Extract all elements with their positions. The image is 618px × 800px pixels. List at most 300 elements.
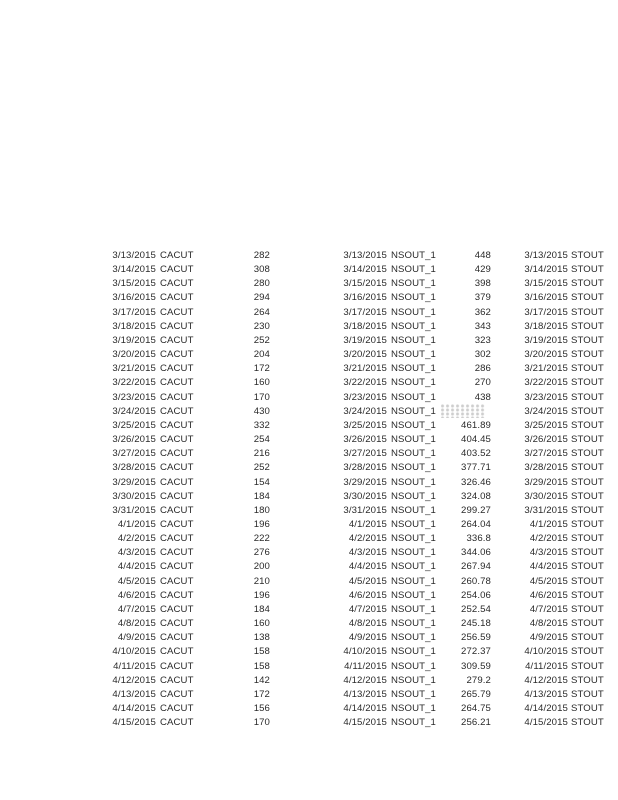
value-cell-cacut: 138 [253,632,270,644]
code-cell-cacut: CACUT [160,660,194,672]
code-cell-nsout: NSOUT_1 [391,306,436,318]
date-cell-1: 3/24/2015 [112,405,156,417]
date-cell-2: 4/15/2015 [343,717,387,729]
date-cell-2: 4/9/2015 [348,632,387,644]
code-cell-stout: STOUT [571,589,604,601]
date-cell-3: 3/17/2015 [524,306,568,318]
table-row [0,476,618,490]
date-cell-1: 3/29/2015 [112,476,156,488]
date-cell-1: 3/21/2015 [112,363,156,375]
code-cell-nsout: NSOUT_1 [391,292,436,304]
table-row [0,589,618,603]
value-cell-nsout: 264.04 [461,518,491,530]
table-row [0,716,618,730]
date-cell-2: 3/27/2015 [343,448,387,460]
date-cell-3: 3/19/2015 [524,334,568,346]
table-row [0,447,618,461]
table-row [0,518,618,532]
date-cell-2: 3/22/2015 [343,377,387,389]
table-row [0,320,618,334]
value-cell-cacut: 280 [253,278,270,290]
date-cell-3: 3/25/2015 [524,419,568,431]
code-cell-cacut: CACUT [160,448,194,460]
value-cell-nsout: 362 [474,306,491,318]
date-cell-2: 3/15/2015 [343,278,387,290]
table-row [0,688,618,702]
date-cell-3: 4/15/2015 [524,717,568,729]
value-cell-cacut: 276 [253,547,270,559]
code-cell-stout: STOUT [571,264,604,276]
code-cell-cacut: CACUT [160,717,194,729]
code-cell-cacut: CACUT [160,250,194,261]
table-row [0,334,618,348]
code-cell-nsout: NSOUT_1 [391,646,436,658]
table-row [0,702,618,716]
code-cell-nsout: NSOUT_1 [391,434,436,446]
date-cell-1: 4/1/2015 [117,518,156,530]
value-cell-nsout: 245.18 [461,618,491,630]
value-cell-nsout: 448 [474,250,491,261]
date-cell-3: 4/7/2015 [529,603,568,615]
value-cell-cacut: 264 [253,306,270,318]
date-cell-1: 4/7/2015 [117,603,156,615]
value-cell-cacut: 184 [253,603,270,615]
value-cell-nsout: 403.52 [461,448,491,460]
value-cell-nsout: 323 [474,334,491,346]
date-cell-2: 4/12/2015 [343,674,387,686]
value-cell-nsout: 344.06 [461,547,491,559]
table-row [0,645,618,659]
value-cell-cacut: 160 [253,377,270,389]
code-cell-stout: STOUT [571,292,604,304]
code-cell-stout: STOUT [571,419,604,431]
code-cell-cacut: CACUT [160,688,194,700]
table-row [0,532,618,546]
date-cell-3: 3/15/2015 [524,278,568,290]
date-cell-1: 3/18/2015 [112,320,156,332]
code-cell-stout: STOUT [571,575,604,587]
date-cell-3: 4/3/2015 [529,547,568,559]
value-cell-nsout: 398 [474,278,491,290]
table-row [0,560,618,574]
code-cell-stout: STOUT [571,462,604,474]
value-cell-cacut: 158 [253,660,270,672]
value-cell-cacut: 216 [253,448,270,460]
table-row [0,291,618,305]
date-cell-2: 3/13/2015 [343,250,387,261]
code-cell-cacut: CACUT [160,292,194,304]
code-cell-stout: STOUT [571,561,604,573]
date-cell-2: 3/21/2015 [343,363,387,375]
value-cell-nsout: 279.2 [466,674,491,686]
code-cell-stout: STOUT [571,377,604,389]
code-cell-nsout: NSOUT_1 [391,278,436,290]
value-cell-cacut: 230 [253,320,270,332]
date-cell-1: 3/15/2015 [112,278,156,290]
value-cell-nsout: 286 [474,363,491,375]
code-cell-nsout: NSOUT_1 [391,320,436,332]
table-row [0,391,618,405]
value-cell-cacut: 196 [253,589,270,601]
date-cell-3: 4/12/2015 [524,674,568,686]
value-cell-cacut: 172 [253,363,270,375]
code-cell-nsout: NSOUT_1 [391,547,436,559]
scan-noise [441,404,485,418]
code-cell-cacut: CACUT [160,632,194,644]
date-cell-3: 4/11/2015 [525,660,568,672]
table-row [0,249,618,263]
code-cell-stout: STOUT [571,490,604,502]
code-cell-cacut: CACUT [160,320,194,332]
table-row [0,405,618,419]
value-cell-nsout: 267.94 [461,561,491,573]
table-row [0,603,618,617]
code-cell-stout: STOUT [571,349,604,361]
date-cell-1: 3/19/2015 [112,334,156,346]
table-row [0,263,618,277]
code-cell-nsout: NSOUT_1 [391,589,436,601]
code-cell-nsout: NSOUT_1 [391,349,436,361]
date-cell-3: 3/16/2015 [524,292,568,304]
table-row [0,376,618,390]
value-cell-cacut: 204 [253,349,270,361]
code-cell-cacut: CACUT [160,603,194,615]
code-cell-cacut: CACUT [160,349,194,361]
value-cell-nsout: 438 [474,391,491,403]
value-cell-cacut: 254 [253,434,270,446]
date-cell-3: 4/2/2015 [529,533,568,545]
code-cell-stout: STOUT [571,278,604,290]
value-cell-cacut: 184 [253,490,270,502]
value-cell-nsout: 377.71 [461,462,491,474]
value-cell-cacut: 156 [253,703,270,714]
code-cell-stout: STOUT [571,306,604,318]
code-cell-stout: STOUT [571,363,604,375]
date-cell-1: 4/15/2015 [112,717,156,729]
code-cell-cacut: CACUT [160,547,194,559]
date-cell-3: 3/24/2015 [524,405,568,417]
date-cell-1: 4/9/2015 [117,632,156,644]
code-cell-cacut: CACUT [160,405,194,417]
value-cell-cacut: 172 [253,688,270,700]
date-cell-1: 3/26/2015 [112,434,156,446]
code-cell-nsout: NSOUT_1 [391,391,436,403]
table-row [0,490,618,504]
date-cell-3: 3/22/2015 [524,377,568,389]
date-cell-1: 4/13/2015 [112,688,156,700]
date-cell-1: 3/20/2015 [112,349,156,361]
code-cell-cacut: CACUT [160,419,194,431]
value-cell-nsout: 302 [474,349,491,361]
code-cell-cacut: CACUT [160,334,194,346]
date-cell-2: 4/2/2015 [348,533,387,545]
date-cell-2: 3/26/2015 [343,434,387,446]
code-cell-cacut: CACUT [160,589,194,601]
table-row [0,660,618,674]
date-cell-1: 3/28/2015 [112,462,156,474]
value-cell-nsout: 336.8 [466,533,491,545]
code-cell-cacut: CACUT [160,533,194,545]
code-cell-stout: STOUT [571,320,604,332]
table-row [0,631,618,645]
code-cell-nsout: NSOUT_1 [391,561,436,573]
code-cell-nsout: NSOUT_1 [391,603,436,615]
code-cell-cacut: CACUT [160,434,194,446]
value-cell-nsout: 429 [474,264,491,276]
date-cell-1: 3/17/2015 [112,306,156,318]
date-cell-3: 4/14/2015 [524,703,568,714]
code-cell-nsout: NSOUT_1 [391,575,436,587]
table-row [0,617,618,631]
date-cell-2: 3/17/2015 [343,306,387,318]
date-cell-1: 4/11/2015 [113,660,156,672]
value-cell-nsout: 256.59 [461,632,491,644]
code-cell-nsout: NSOUT_1 [391,448,436,460]
value-cell-cacut: 308 [253,264,270,276]
code-cell-cacut: CACUT [160,306,194,318]
code-cell-nsout: NSOUT_1 [391,363,436,375]
date-cell-2: 4/8/2015 [348,618,387,630]
date-cell-1: 4/8/2015 [117,618,156,630]
date-cell-1: 3/22/2015 [112,377,156,389]
date-cell-1: 4/10/2015 [112,646,156,658]
date-cell-2: 3/29/2015 [343,476,387,488]
date-cell-3: 3/31/2015 [524,504,568,516]
table-row [0,277,618,291]
code-cell-nsout: NSOUT_1 [391,674,436,686]
code-cell-nsout: NSOUT_1 [391,703,436,714]
code-cell-cacut: CACUT [160,504,194,516]
date-cell-2: 4/11/2015 [344,660,387,672]
code-cell-nsout: NSOUT_1 [391,518,436,530]
code-cell-nsout: NSOUT_1 [391,377,436,389]
date-cell-1: 3/31/2015 [112,504,156,516]
value-cell-nsout: 256.21 [461,717,491,729]
code-cell-cacut: CACUT [160,363,194,375]
code-cell-cacut: CACUT [160,703,194,714]
code-cell-stout: STOUT [571,434,604,446]
date-cell-3: 3/21/2015 [524,363,568,375]
value-cell-cacut: 252 [253,462,270,474]
table-row [0,306,618,320]
code-cell-nsout: NSOUT_1 [391,717,436,729]
table-row [0,362,618,376]
value-cell-cacut: 160 [253,618,270,630]
table-row [0,433,618,447]
date-cell-2: 3/30/2015 [343,490,387,502]
code-cell-cacut: CACUT [160,377,194,389]
date-cell-3: 4/5/2015 [529,575,568,587]
code-cell-cacut: CACUT [160,476,194,488]
value-cell-cacut: 430 [253,405,270,417]
code-cell-cacut: CACUT [160,674,194,686]
value-cell-nsout: 272.37 [461,646,491,658]
code-cell-nsout: NSOUT_1 [391,419,436,431]
table-row [0,546,618,560]
date-cell-3: 3/13/2015 [524,250,568,261]
code-cell-cacut: CACUT [160,462,194,474]
date-cell-3: 3/20/2015 [524,349,568,361]
date-cell-2: 3/18/2015 [343,320,387,332]
value-cell-cacut: 282 [253,250,270,261]
date-cell-3: 4/8/2015 [529,618,568,630]
code-cell-stout: STOUT [571,476,604,488]
date-cell-2: 3/23/2015 [343,391,387,403]
table-row [0,674,618,688]
code-cell-cacut: CACUT [160,561,194,573]
date-cell-1: 3/23/2015 [112,391,156,403]
table-row [0,575,618,589]
date-cell-1: 4/14/2015 [112,703,156,714]
value-cell-cacut: 170 [253,717,270,729]
date-cell-2: 4/7/2015 [348,603,387,615]
table-row [0,419,618,433]
date-cell-3: 4/10/2015 [524,646,568,658]
date-cell-2: 4/5/2015 [348,575,387,587]
value-cell-cacut: 196 [253,518,270,530]
code-cell-stout: STOUT [571,518,604,530]
date-cell-1: 3/27/2015 [112,448,156,460]
code-cell-stout: STOUT [571,703,604,714]
code-cell-stout: STOUT [571,603,604,615]
spreadsheet-table [0,249,618,730]
date-cell-3: 3/27/2015 [524,448,568,460]
code-cell-nsout: NSOUT_1 [391,618,436,630]
date-cell-2: 3/19/2015 [343,334,387,346]
value-cell-nsout: 309.59 [461,660,491,672]
code-cell-stout: STOUT [571,250,604,261]
date-cell-3: 3/29/2015 [524,476,568,488]
date-cell-2: 3/20/2015 [343,349,387,361]
value-cell-cacut: 200 [253,561,270,573]
code-cell-cacut: CACUT [160,278,194,290]
value-cell-cacut: 158 [253,646,270,658]
date-cell-1: 4/4/2015 [117,561,156,573]
code-cell-cacut: CACUT [160,518,194,530]
value-cell-nsout: 324.08 [461,490,491,502]
code-cell-nsout: NSOUT_1 [391,334,436,346]
value-cell-cacut: 180 [253,504,270,516]
value-cell-nsout: 265.79 [461,688,491,700]
date-cell-1: 3/25/2015 [112,419,156,431]
code-cell-cacut: CACUT [160,575,194,587]
date-cell-3: 3/23/2015 [524,391,568,403]
date-cell-2: 4/1/2015 [348,518,387,530]
value-cell-cacut: 252 [253,334,270,346]
code-cell-nsout: NSOUT_1 [391,632,436,644]
date-cell-1: 3/14/2015 [112,264,156,276]
code-cell-stout: STOUT [571,504,604,516]
code-cell-stout: STOUT [571,674,604,686]
code-cell-cacut: CACUT [160,618,194,630]
date-cell-2: 4/13/2015 [343,688,387,700]
value-cell-nsout: 379 [474,292,491,304]
code-cell-nsout: NSOUT_1 [391,264,436,276]
code-cell-stout: STOUT [571,646,604,658]
value-cell-cacut: 142 [253,674,270,686]
value-cell-nsout: 461.89 [461,419,491,431]
value-cell-nsout: 252.54 [461,603,491,615]
code-cell-stout: STOUT [571,717,604,729]
date-cell-2: 4/10/2015 [343,646,387,658]
date-cell-1: 4/5/2015 [117,575,156,587]
value-cell-nsout: 343 [474,320,491,332]
code-cell-stout: STOUT [571,547,604,559]
date-cell-3: 3/30/2015 [524,490,568,502]
date-cell-3: 4/6/2015 [529,589,568,601]
date-cell-2: 3/28/2015 [343,462,387,474]
date-cell-2: 4/6/2015 [348,589,387,601]
value-cell-nsout: 264.75 [461,703,491,714]
value-cell-cacut: 154 [253,476,270,488]
code-cell-cacut: CACUT [160,490,194,502]
table-row [0,461,618,475]
code-cell-nsout: NSOUT_1 [391,462,436,474]
code-cell-nsout: NSOUT_1 [391,504,436,516]
date-cell-1: 3/30/2015 [112,490,156,502]
code-cell-stout: STOUT [571,688,604,700]
code-cell-cacut: CACUT [160,646,194,658]
date-cell-2: 4/14/2015 [343,703,387,714]
value-cell-nsout: 254.06 [461,589,491,601]
code-cell-cacut: CACUT [160,264,194,276]
date-cell-3: 4/9/2015 [529,632,568,644]
date-cell-3: 4/13/2015 [524,688,568,700]
code-cell-nsout: NSOUT_1 [391,476,436,488]
code-cell-stout: STOUT [571,632,604,644]
code-cell-stout: STOUT [571,334,604,346]
code-cell-stout: STOUT [571,533,604,545]
code-cell-nsout: NSOUT_1 [391,490,436,502]
value-cell-cacut: 332 [253,419,270,431]
date-cell-2: 3/24/2015 [343,405,387,417]
date-cell-2: 4/3/2015 [348,547,387,559]
code-cell-nsout: NSOUT_1 [391,533,436,545]
value-cell-nsout: 270 [474,377,491,389]
code-cell-stout: STOUT [571,405,604,417]
value-cell-nsout: 260.78 [461,575,491,587]
code-cell-nsout: NSOUT_1 [391,688,436,700]
value-cell-nsout: 326.46 [461,476,491,488]
date-cell-3: 4/1/2015 [529,518,568,530]
code-cell-stout: STOUT [571,448,604,460]
date-cell-3: 4/4/2015 [529,561,568,573]
value-cell-cacut: 222 [253,533,270,545]
date-cell-2: 4/4/2015 [348,561,387,573]
value-cell-nsout: 299.27 [461,504,491,516]
code-cell-cacut: CACUT [160,391,194,403]
code-cell-stout: STOUT [571,618,604,630]
date-cell-3: 3/28/2015 [524,462,568,474]
date-cell-3: 3/14/2015 [524,264,568,276]
code-cell-nsout: NSOUT_1 [391,405,436,417]
date-cell-2: 3/31/2015 [343,504,387,516]
code-cell-nsout: NSOUT_1 [391,660,436,672]
date-cell-1: 3/13/2015 [112,250,156,261]
date-cell-1: 4/2/2015 [117,533,156,545]
table-row [0,348,618,362]
date-cell-1: 3/16/2015 [112,292,156,304]
date-cell-2: 3/25/2015 [343,419,387,431]
date-cell-3: 3/26/2015 [524,434,568,446]
date-cell-1: 4/6/2015 [117,589,156,601]
date-cell-3: 3/18/2015 [524,320,568,332]
value-cell-cacut: 210 [253,575,270,587]
code-cell-stout: STOUT [571,660,604,672]
date-cell-2: 3/16/2015 [343,292,387,304]
value-cell-cacut: 170 [253,391,270,403]
value-cell-cacut: 294 [253,292,270,304]
